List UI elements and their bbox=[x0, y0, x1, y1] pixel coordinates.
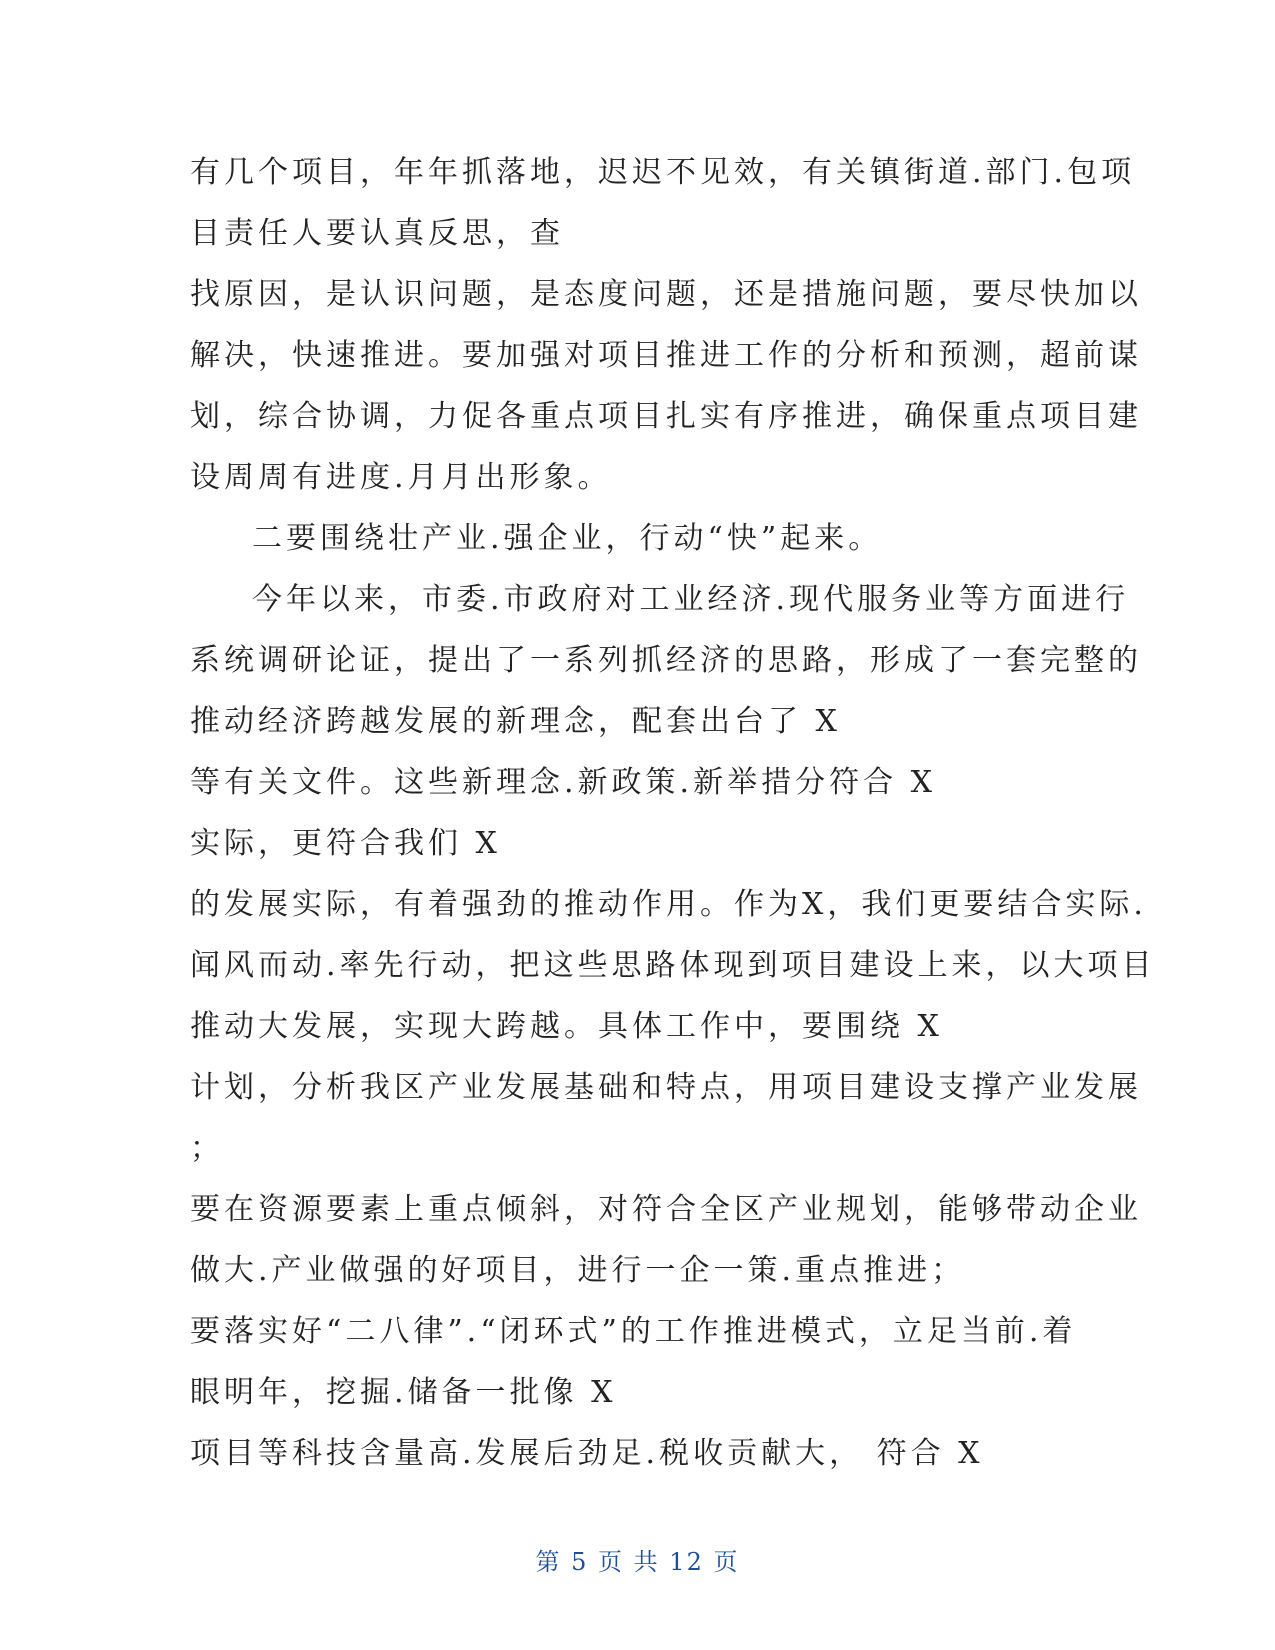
text-line: 眼明年，挖掘.储备一批像 X bbox=[190, 1375, 617, 1410]
text-line: 有几个项目，年年抓落地，迟迟不见效，有关镇街道.部门.包项 bbox=[190, 155, 1136, 190]
text-line: 设周周有进度.月月出形象。 bbox=[190, 460, 612, 495]
text-line: 系统调研论证，提出了一系列抓经济的思路，形成了一套完整的 bbox=[190, 643, 1142, 678]
text-line: 做大.产业做强的好项目，进行一企一策.重点推进； bbox=[190, 1253, 966, 1288]
text-line: 的发展实际，有着强劲的推动作用。作为X，我们更要结合实际. bbox=[190, 887, 1147, 922]
document-body bbox=[190, 142, 1156, 1484]
text-line: 闻风而动.率先行动，把这些思路体现到项目建设上来，以大项目 bbox=[190, 948, 1156, 983]
text-line: 要在资源要素上重点倾斜，对符合全区产业规划，能够带动企业 bbox=[190, 1192, 1142, 1227]
text-line: ； bbox=[190, 1131, 224, 1166]
text-line: 等有关文件。这些新理念.新政策.新举措分符合 X bbox=[190, 765, 936, 800]
section-heading: 二要围绕壮产业.强企业，行动“快”起来。 bbox=[252, 521, 883, 556]
text-line: 划，综合协调，力促各重点项目扎实有序推进，确保重点项目建 bbox=[190, 399, 1142, 434]
text-line: 要落实好“二八律”.“闭环式”的工作推进模式，立足当前.着 bbox=[190, 1314, 1077, 1349]
text-line: 实际，更符合我们 X bbox=[190, 826, 501, 861]
text-line: 找原因，是认识问题，是态度问题，还是措施问题，要尽快加以 bbox=[190, 277, 1142, 312]
text-line: 计划，分析我区产业发展基础和特点，用项目建设支撑产业发展 bbox=[190, 1070, 1142, 1105]
page-number-footer: 第 5 页 共 12 页 bbox=[535, 1548, 740, 1576]
text-line: 目责任人要认真反思，查 bbox=[190, 216, 564, 251]
text-line: 推动大发展，实现大跨越。具体工作中，要围绕 X bbox=[190, 1009, 943, 1044]
text-line: 推动经济跨越发展的新理念，配套出台了 X bbox=[190, 704, 841, 739]
text-line: 项目等科技含量高.发展后劲足.税收贡献大， 符合 X bbox=[190, 1436, 984, 1471]
text-line: 解决，快速推进。要加强对项目推进工作的分析和预测，超前谋 bbox=[190, 338, 1142, 373]
text-line: 今年以来，市委.市政府对工业经济.现代服务业等方面进行 bbox=[252, 582, 1130, 617]
